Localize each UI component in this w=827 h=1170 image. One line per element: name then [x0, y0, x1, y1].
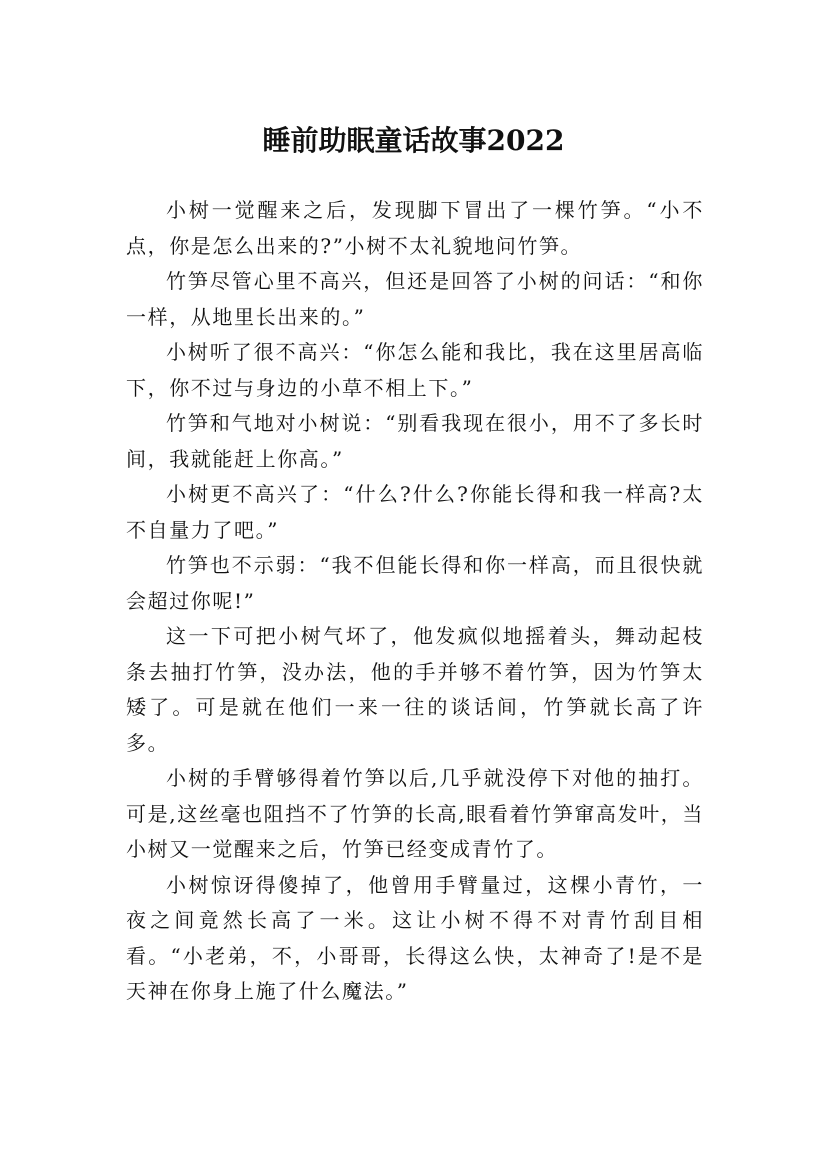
- paragraph-3: 小树听了很不高兴：“你怎么能和我比，我在这里居高临下，你不过与身边的小草不相上下。”: [126, 340, 704, 400]
- paragraph-8: 小树的手臂够得着竹笋以后,几乎就没停下对他的抽打。可是,这丝毫也阻挡不了竹笋的长高,眼看着竹笋窜高发叶，当小树又一觉醒来之后，竹笋已经变成青竹了。: [126, 766, 704, 861]
- paragraph-9: 小树惊讶得傻掉了，他曾用手臂量过，这棵小青竹，一夜之间竟然长高了一米。这让小树不得不对青竹刮目相看。“小老弟，不，小哥哥，长得这么快，太神奇了!是不是天神在你身上施了什么魔法。”: [126, 872, 704, 1003]
- paragraph-6: 竹笋也不示弱：“我不但能长得和你一样高，而且很快就会超过你呢!”: [126, 553, 704, 613]
- paragraph-1: 小树一觉醒来之后，发现脚下冒出了一棵竹笋。“小不点，你是怎么出来的?”小树不太礼貌地问竹笋。: [126, 198, 704, 258]
- story-body: [126, 193, 704, 1010]
- paragraph-5: 小树更不高兴了：“什么?什么?你能长得和我一样高?太不自量力了吧。”: [126, 482, 704, 542]
- paragraph-2: 竹笋尽管心里不高兴，但还是回答了小树的问话：“和你一样，从地里长出来的。”: [126, 269, 704, 329]
- paragraph-4: 竹笋和气地对小树说：“别看我现在很小，用不了多长时间，我就能赶上你高。”: [126, 411, 704, 471]
- page-title: 睡前助眠童话故事2022: [262, 123, 565, 157]
- paragraph-7: 这一下可把小树气坏了，他发疯似地摇着头，舞动起枝条去抽打竹笋，没办法，他的手并够不着竹笋，因为竹笋太矮了。可是就在他们一来一往的谈话间，竹笋就长高了许多。: [126, 624, 704, 755]
